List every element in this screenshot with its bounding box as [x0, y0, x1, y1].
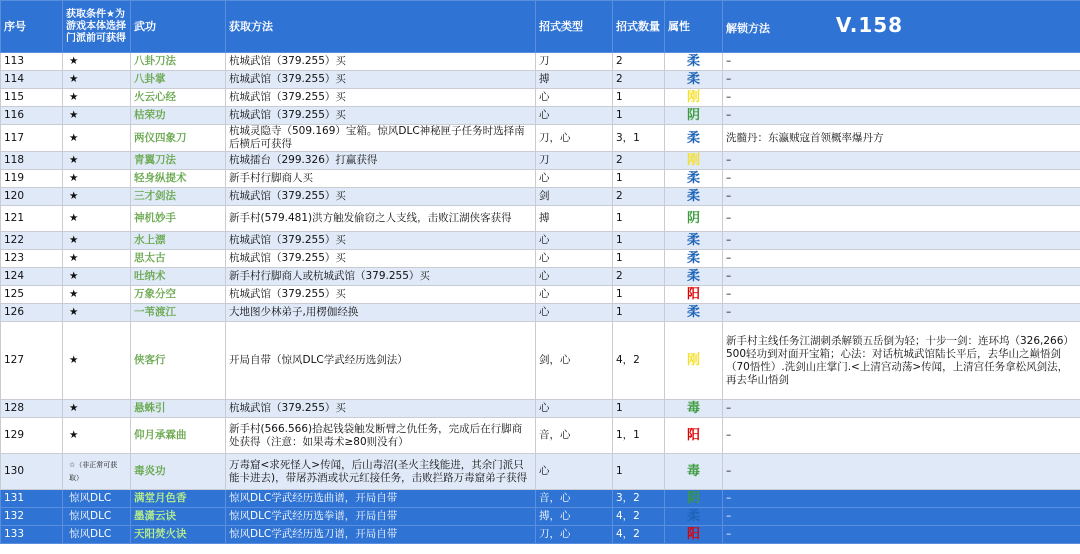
cell-unlock[interactable]: –: [723, 107, 1080, 125]
cell-condition[interactable]: ★: [63, 53, 131, 71]
cell-no[interactable]: 132: [1, 508, 63, 526]
cell-type[interactable]: 刀: [536, 152, 613, 170]
cell-skill[interactable]: 青翼刀法: [131, 152, 226, 170]
cell-count[interactable]: 4，2: [613, 526, 665, 544]
cell-count[interactable]: 1: [613, 107, 665, 125]
cell-skill[interactable]: 神机妙手: [131, 206, 226, 232]
table-row: [1, 268, 1080, 286]
cell-condition[interactable]: 惊风DLC: [63, 526, 131, 544]
cell-method[interactable]: 新手村(579.481)洪方触发偷窃之人支线，击败江湖侠客获得: [226, 206, 536, 232]
cell-method[interactable]: 惊风DLC学武经历选刀谱，开局自带: [226, 526, 536, 544]
cell-skill[interactable]: 八卦刀法: [131, 53, 226, 71]
cell-skill[interactable]: 轻身纵提术: [131, 170, 226, 188]
cell-unlock[interactable]: –: [723, 53, 1080, 71]
cell-method[interactable]: 杭城武馆（379.255）买: [226, 232, 536, 250]
cell-skill[interactable]: 毒炎功: [131, 454, 226, 490]
header-type[interactable]: 招式类型: [536, 1, 613, 53]
cell-unlock[interactable]: –: [723, 170, 1080, 188]
cell-type[interactable]: 剑，心: [536, 322, 613, 400]
cell-method[interactable]: 万毒窟<求死怪人>传闻，后山毒沼(圣火主线能进，其余门派只能卡进去)，带屠苏酒或状元红接任务，击败拦路万毒窟弟子获得: [226, 454, 536, 490]
table-row: [1, 232, 1080, 250]
cell-method[interactable]: 杭城武馆（379.255）买: [226, 286, 536, 304]
cell-attr[interactable]: 阴: [665, 206, 723, 232]
cell-method[interactable]: 惊风DLC学武经历选拳谱，开局自带: [226, 508, 536, 526]
cell-type[interactable]: 心: [536, 232, 613, 250]
cell-method[interactable]: 新手村行脚商人买: [226, 170, 536, 188]
table-row: [1, 490, 1080, 508]
cell-no[interactable]: 117: [1, 125, 63, 152]
cell-skill[interactable]: 水上漂: [131, 232, 226, 250]
table-row: [1, 125, 1080, 152]
table-row: [1, 508, 1080, 526]
table-row: [1, 107, 1080, 125]
cell-condition[interactable]: ★: [63, 232, 131, 250]
cell-type[interactable]: 剑: [536, 188, 613, 206]
cell-type[interactable]: 刀，心: [536, 526, 613, 544]
cell-no[interactable]: 133: [1, 526, 63, 544]
table-row: [1, 400, 1080, 418]
cell-no[interactable]: 113: [1, 53, 63, 71]
cell-no[interactable]: 121: [1, 206, 63, 232]
cell-method[interactable]: 杭城武馆（379.255）买: [226, 71, 536, 89]
cell-condition[interactable]: ★: [63, 107, 131, 125]
cell-unlock[interactable]: –: [723, 152, 1080, 170]
cell-method[interactable]: 惊风DLC学武经历选曲谱，开局自带: [226, 490, 536, 508]
cell-type[interactable]: 心: [536, 286, 613, 304]
cell-condition[interactable]: ★: [63, 125, 131, 152]
cell-unlock[interactable]: –: [723, 89, 1080, 107]
cell-attr[interactable]: 柔: [665, 304, 723, 322]
cell-attr[interactable]: 毒: [665, 400, 723, 418]
cell-skill[interactable]: 悬蛛引: [131, 400, 226, 418]
header-no[interactable]: 序号: [1, 1, 63, 53]
cell-skill[interactable]: 枯荣功: [131, 107, 226, 125]
cell-count[interactable]: 2: [613, 188, 665, 206]
cell-unlock[interactable]: –: [723, 508, 1080, 526]
table-row: [1, 53, 1080, 71]
cell-count[interactable]: 1: [613, 250, 665, 268]
cell-method[interactable]: 大地图少林弟子,用楞伽经换: [226, 304, 536, 322]
cell-no[interactable]: 128: [1, 400, 63, 418]
cell-type[interactable]: 搏: [536, 71, 613, 89]
cell-condition[interactable]: ★: [63, 170, 131, 188]
cell-attr[interactable]: 阳: [665, 526, 723, 544]
cell-no[interactable]: 126: [1, 304, 63, 322]
cell-skill[interactable]: 思太古: [131, 250, 226, 268]
cell-no[interactable]: 125: [1, 286, 63, 304]
cell-type[interactable]: 心: [536, 107, 613, 125]
cell-method[interactable]: 杭城武馆（379.255）买: [226, 400, 536, 418]
cell-attr[interactable]: 刚: [665, 322, 723, 400]
cell-unlock[interactable]: –: [723, 232, 1080, 250]
cell-unlock[interactable]: 洗髓丹：东瀛贼寇首领概率爆丹方: [723, 125, 1080, 152]
cell-skill[interactable]: 一苇渡江: [131, 304, 226, 322]
cell-count[interactable]: 2: [613, 71, 665, 89]
cell-condition[interactable]: ★: [63, 322, 131, 400]
cell-attr[interactable]: 阴: [665, 107, 723, 125]
table-row: [1, 206, 1080, 232]
cell-type[interactable]: 刀，心: [536, 125, 613, 152]
cell-count[interactable]: 1，1: [613, 418, 665, 454]
cell-count[interactable]: 3，1: [613, 125, 665, 152]
cell-method[interactable]: 杭城武馆（379.255）买: [226, 89, 536, 107]
cell-condition[interactable]: ★: [63, 268, 131, 286]
cell-count[interactable]: 1: [613, 304, 665, 322]
cell-method[interactable]: 杭城武馆（379.255）买: [226, 53, 536, 71]
cell-method[interactable]: 杭城武馆（379.255）买: [226, 250, 536, 268]
cell-unlock[interactable]: –: [723, 71, 1080, 89]
cell-no[interactable]: 115: [1, 89, 63, 107]
cell-method[interactable]: 杭城灵隐寺（509.169）宝箱。惊风DLC神秘匣子任务时选择南后横后可获得: [226, 125, 536, 152]
cell-no[interactable]: 130: [1, 454, 63, 490]
cell-count[interactable]: 2: [613, 268, 665, 286]
cell-unlock[interactable]: –: [723, 418, 1080, 454]
cell-skill[interactable]: 吐纳术: [131, 268, 226, 286]
cell-skill[interactable]: 万象分空: [131, 286, 226, 304]
cell-attr[interactable]: 阳: [665, 418, 723, 454]
cell-attr[interactable]: 柔: [665, 188, 723, 206]
cell-attr[interactable]: 刚: [665, 89, 723, 107]
header-unlock[interactable]: [723, 1, 1080, 53]
cell-unlock[interactable]: –: [723, 304, 1080, 322]
cell-condition[interactable]: ★: [63, 206, 131, 232]
cell-no[interactable]: 122: [1, 232, 63, 250]
cell-no[interactable]: 131: [1, 490, 63, 508]
table-row: [1, 304, 1080, 322]
cell-method[interactable]: 开局自带（惊风DLC学武经历选剑法）: [226, 322, 536, 400]
version-label: V.158: [835, 12, 904, 37]
cell-skill[interactable]: 侠客行: [131, 322, 226, 400]
cell-type[interactable]: 心: [536, 400, 613, 418]
header-condition[interactable]: 获取条件★为游戏本体选择门派前可获得: [63, 1, 131, 53]
cell-type[interactable]: 音，心: [536, 418, 613, 454]
cell-method[interactable]: 新手村行脚商人或杭城武馆（379.255）买: [226, 268, 536, 286]
cell-condition[interactable]: ★: [63, 188, 131, 206]
cell-condition[interactable]: ★: [63, 71, 131, 89]
cell-no[interactable]: 114: [1, 71, 63, 89]
cell-count[interactable]: 2: [613, 152, 665, 170]
cell-skill[interactable]: 仰月承霖曲: [131, 418, 226, 454]
cell-count[interactable]: 1: [613, 89, 665, 107]
cell-no[interactable]: 118: [1, 152, 63, 170]
cell-no[interactable]: 124: [1, 268, 63, 286]
table-row: [1, 170, 1080, 188]
cell-count[interactable]: 1: [613, 454, 665, 490]
header-skill[interactable]: 武功: [131, 1, 226, 53]
table-row: [1, 250, 1080, 268]
cell-condition[interactable]: ★: [63, 304, 131, 322]
cell-attr[interactable]: 柔: [665, 232, 723, 250]
cell-condition[interactable]: ★: [63, 400, 131, 418]
cell-type[interactable]: 心: [536, 250, 613, 268]
cell-attr[interactable]: 阳: [665, 286, 723, 304]
cell-attr[interactable]: 柔: [665, 250, 723, 268]
table-row: [1, 454, 1080, 490]
header-unlock-label: 解锁方法: [726, 21, 770, 35]
cell-skill[interactable]: 墨潇云诀: [131, 508, 226, 526]
cell-attr[interactable]: 柔: [665, 268, 723, 286]
table-row: [1, 89, 1080, 107]
cell-unlock[interactable]: –: [723, 526, 1080, 544]
cell-count[interactable]: 1: [613, 232, 665, 250]
cell-no[interactable]: 129: [1, 418, 63, 454]
cell-attr[interactable]: 柔: [665, 53, 723, 71]
cell-skill[interactable]: 两仪四象刀: [131, 125, 226, 152]
cell-count[interactable]: 1: [613, 206, 665, 232]
cell-count[interactable]: 4，2: [613, 508, 665, 526]
cell-type[interactable]: 搏，心: [536, 508, 613, 526]
table-row: [1, 418, 1080, 454]
cell-attr[interactable]: 毒: [665, 454, 723, 490]
cell-type[interactable]: 刀: [536, 53, 613, 71]
table-row: [1, 526, 1080, 544]
cell-attr[interactable]: 柔: [665, 508, 723, 526]
table-row: [1, 71, 1080, 89]
cell-attr[interactable]: 阴: [665, 490, 723, 508]
cell-no[interactable]: 116: [1, 107, 63, 125]
cell-type[interactable]: 心: [536, 170, 613, 188]
cell-skill[interactable]: 八卦掌: [131, 71, 226, 89]
cell-condition[interactable]: ★: [63, 89, 131, 107]
cell-attr[interactable]: 刚: [665, 152, 723, 170]
table-row: [1, 152, 1080, 170]
cell-unlock[interactable]: –: [723, 454, 1080, 490]
cell-type[interactable]: 心: [536, 454, 613, 490]
cell-attr[interactable]: 柔: [665, 170, 723, 188]
cell-no[interactable]: 123: [1, 250, 63, 268]
cell-skill[interactable]: 天阳焚火诀: [131, 526, 226, 544]
cell-count[interactable]: 1: [613, 286, 665, 304]
cell-type[interactable]: 音，心: [536, 490, 613, 508]
cell-condition[interactable]: 惊风DLC: [63, 508, 131, 526]
table-row: [1, 322, 1080, 400]
header-attr[interactable]: 属性: [665, 1, 723, 53]
cell-method[interactable]: 杭城武馆（379.255）买: [226, 107, 536, 125]
cell-skill[interactable]: 三才剑法: [131, 188, 226, 206]
header-method[interactable]: 获取方法: [226, 1, 536, 53]
cell-skill[interactable]: 满堂月色香: [131, 490, 226, 508]
cell-type[interactable]: 搏: [536, 206, 613, 232]
cell-count[interactable]: 4，2: [613, 322, 665, 400]
cell-type[interactable]: 心: [536, 268, 613, 286]
cell-unlock[interactable]: –: [723, 250, 1080, 268]
cell-condition[interactable]: ★: [63, 152, 131, 170]
cell-condition[interactable]: 惊风DLC: [63, 490, 131, 508]
cell-condition[interactable]: ★: [63, 250, 131, 268]
table-row: [1, 188, 1080, 206]
cell-condition[interactable]: ★: [63, 286, 131, 304]
table-row: [1, 286, 1080, 304]
cell-unlock[interactable]: –: [723, 268, 1080, 286]
header-row: [1, 1, 1080, 53]
cell-attr[interactable]: 柔: [665, 71, 723, 89]
cell-unlock[interactable]: –: [723, 400, 1080, 418]
header-count[interactable]: 招式数量: [613, 1, 665, 53]
cell-unlock[interactable]: –: [723, 490, 1080, 508]
cell-unlock[interactable]: –: [723, 188, 1080, 206]
cell-no[interactable]: 119: [1, 170, 63, 188]
cell-unlock[interactable]: –: [723, 206, 1080, 232]
cell-attr[interactable]: 柔: [665, 125, 723, 152]
cell-no[interactable]: 120: [1, 188, 63, 206]
cell-unlock[interactable]: –: [723, 286, 1080, 304]
cell-method[interactable]: 杭城武馆（379.255）买: [226, 188, 536, 206]
cell-count[interactable]: 1: [613, 400, 665, 418]
cell-count[interactable]: 1: [613, 170, 665, 188]
cell-condition[interactable]: ☆（非正常可获取）: [63, 454, 131, 490]
cell-type[interactable]: 心: [536, 304, 613, 322]
cell-unlock[interactable]: 新手村主线任务江湖刺杀解锁五岳倒为轻；十步一剑：连环坞（326,266）500轻功到对面开宝箱；心法：对话杭城武馆陆长平后，去华山之巅悟剑（70悟性）.洗剑山庄掌门.<上清宫动荡>传闻，上清宫任务拿松风剑法，再去华山悟剑: [723, 322, 1080, 400]
cell-skill[interactable]: 火云心经: [131, 89, 226, 107]
cell-count[interactable]: 3，2: [613, 490, 665, 508]
cell-condition[interactable]: ★: [63, 418, 131, 454]
cell-type[interactable]: 心: [536, 89, 613, 107]
cell-no[interactable]: 127: [1, 322, 63, 400]
cell-method[interactable]: 新手村(566.566)拾起钱袋触发断臂之仇任务，完成后在行脚商处获得（注意：如果毒术≥80则没有）: [226, 418, 536, 454]
cell-method[interactable]: 杭城擂台（299.326）打赢获得: [226, 152, 536, 170]
cell-count[interactable]: 2: [613, 53, 665, 71]
